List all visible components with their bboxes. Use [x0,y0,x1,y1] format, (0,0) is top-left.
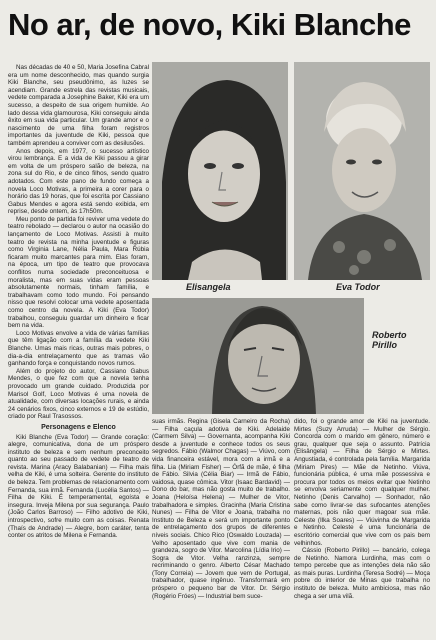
paragraph: Cássio (Roberto Pirillo) — bancário, colega de Netinho. Namora Lurdinha, mas com o tempo percebe que as intenções dela não são as mais puras. Lurdinha (Teresa Sodré) — Moça pobre do interior de Minas que trabalha no instituto de beleza. Muito ambiciosa, mas não chega a ser uma vilã. [294,547,430,600]
paragraph: Anos depois, em 1977, o sucesso artístico virou lembrança. E a vida de Kiki passou a girar em volta de um próspero salão de beleza, na zona sul do Rio, e de cinco filhos, sendo quatro adotados. Com este pano de fundo começa a novela Loco Motivas, a primeira a corer para o horário das 19 horas, que foi escrita por Cassiano Gabus Mendes e agora está sendo exibida, em reprise, desde ontem, às 17h50m. [8,147,149,216]
caption-eva-todor: Eva Todor [336,282,380,292]
article-column-middle [152,418,290,636]
section-heading: Personagens e Elenco [41,423,116,431]
caption-line: Pirillo [372,340,398,350]
paragraph: Além do projeto do autor, Cassiano Gabus Mendes, o que fez com que a novela tenha provocado um grande cuidado. Produzida por Marisol Golf, Loco Motivas é uma novela de atualidade, com diversas locações rurais, e ainda 24 cenários fixos, cinco externos e 19 de estúdio, criado por Raul Trasossos. [8,367,149,421]
photo-elisangela [152,62,288,280]
article-column-right [294,418,430,636]
article-column-left [8,64,149,634]
paragraph: Nas décadas de 40 e 50, Maria Josefina Cabral era um nome desconhecido, mas quando surgia Kiki Blanche, seu pseudônimo, as luzes se acendiam. Grande estrela das revistas musicais, vedete comparada a Josephine Baker, Kiki era um sucesso, a despeito de sua origem humilde. Ao lado dessa vida glamourosa, Kiki conseguiu ainda êxito em sua vida particular. Um grande amor e o nascimento de uma filha foram registros importantes da juventude de Kiki, pessoa que também aprendeu a conviver com as desilusões. [8,64,149,147]
paragraph: Loco Motivas envolve a vida de várias famílias que têm ligação com a família da vedete Kiki Blanche. Umas mais ricas, outras mais pobres, o dia-a-dia entrelaçamento que as tramas vão ganhando força e conquistando novos rumos. [8,329,149,368]
paragraph: dido, foi o grande amor de Kiki na juventude. Mirtes (Suzy Arruda) — Mulher de Sérgio. Concorda com o marido em gênero, número e grau, qualquer que seja o assunto. Patrícia (Elisângela) — Filha de Sérgio e Mirtes. Angustiada, é controlada pela família. Margarida (Miriam Pires) — Mãe de Netinho. Viúva, funcionária pública, é uma mãe possessiva e procura por todos os meios evitar que Netinho se envolva seriamente com qualquer mulher. Netinho (Denis Carvalho) — Sonhador, não sabe como livrar-se das sufocantes atenções maternas, pois não quer magoar sua mãe. Celeste (Ilka Soares) — Viúvinha de Margarida e Netinho. Celeste é uma funcionária de escritório comercial que vive com os pais bem velhinhos. [294,418,430,547]
caption-elisangela: Elisangela [186,282,231,292]
paragraph: suas irmãs. Regina (Gisela Carneiro da Rocha) — Filha caçula adotiva de Kiki. Adelaide (Carmem Silva) — Governanta, acompanha Kiki desde a juventude e conhece todos os seus segredos. Fábio (Walmor Chagas) — Viúvo, com vida financeira estável, mora com a irmã e a filha. Lia (Miriam Fisher) — Órfã de mãe, é filha de Fábio. Silvia (Célia Biar) — Irmã de Fábio, vaidosa, quase cômica. Vitor (Isaac Bardavid) — Dono do bar, mas não gosta muito de trabalho. Joana (Heloísa Helena) — Mulher de Vitor, trabalhadora e simples. Gracinha (Maria Cristina Nunes) — Filha de Vitor e Joana, trabalha no Instituto de Beleza e será um importante ponto de entrelaçamento dos grupos de diferentes níveis sociais. Chico Rico (Oswaldo Louzada) — Velho aposentado que vive com mania de grandeza, sogro de Vitor. Marcolina (Lídia Irio) — Sogra de Vitor. Velha ranzinza, sempre recriminando o genro. Alberto César Machado (Tony Correia) — Jovem que vem de Portugal, trabalhador, quase ingênuo. Transformará em próspero o pequeno bar de Vitor. Dr. Sérgio (Rogério Fróes) — Industrial bem suce- [152,418,290,600]
caption-roberto-pirillo [372,330,407,350]
photo-eva-todor [294,62,430,280]
photo-roberto-pirillo [152,298,364,414]
caption-line: Roberto [372,330,407,340]
paragraph: Kiki Blanche (Eva Todor) — Grande coração: alegre, comunicativa, dona de um próspero instituto de beleza e sem nenhum preconceito quanto ao seu passado de vedete de teatro de revista. Marina (Aracy Balabanian) — Filha mais velha de Kiki, é uma solteira. Gerente do instituto de beleza. Tem problemas de relacionamento com Fernanda, sua irmã. Fernanda (Lucélia Santos) — Filha de Kiki. É temperamental, egoísta e insegura. Inveja Milena por sua segurança. Paulo (João Carlos Barroso) — Filho adotivo de Kiki, introspectivo, sofre muito com as coisas. Renata (Thaís de Andrade) — Alegre, bom caráter, tenta conter os atritos de Milena e Fernanda. [8,433,149,540]
headline: No ar, de novo, Kiki Blanche [8,7,411,42]
paragraph: Meu ponto de partida foi reviver uma vedete do teatro rebolado — declarou o autor na ocasião do lançamento de Loco Motivas. Assisti à muito teatro de revista na minha juventude e figuras como Virginia Lane, Nélia Paula, Mara Rúbia ficaram muito marcantes para mim. Elas foram, na época, um tipo de teatro que provocava conflitos numa sociedade preconceituosa e moralista, mas em suas vidas eram pessoas absolutamente normais, tinham família, e trabalhavam como todo mundo. Foi pensando nisso que resolvi colocar uma vedete aposentada como centro da novela. A Kiki (Eva Todor) trabalhou, conseguiu guardar um dinheiro e ficar bem na vida. [8,215,149,330]
